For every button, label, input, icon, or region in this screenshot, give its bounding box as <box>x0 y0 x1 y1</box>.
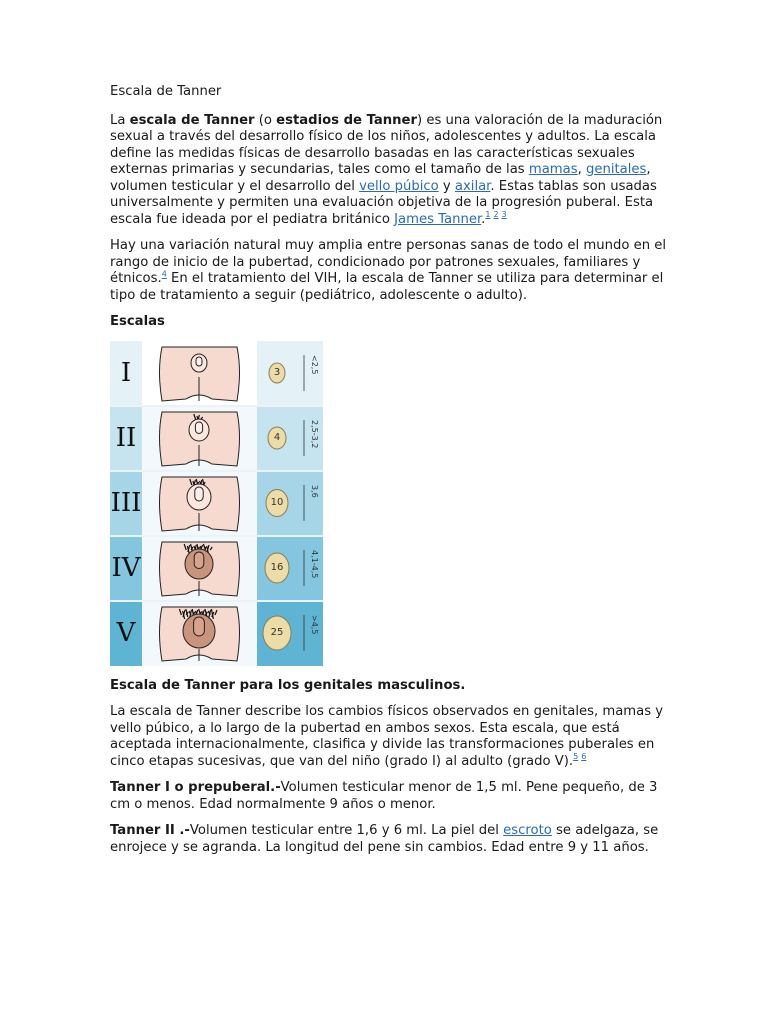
bold-term: escala de Tanner <box>129 112 255 128</box>
page-title: Escala de Tanner <box>110 84 222 99</box>
genital-illustration <box>142 341 257 406</box>
illustration-svg <box>142 536 257 601</box>
tanner-ii-paragraph <box>110 823 670 856</box>
genital-illustration <box>142 536 257 601</box>
tanner-stage-5 <box>110 601 323 666</box>
volume-label: 4 <box>273 431 281 443</box>
link-escroto[interactable]: escroto <box>503 823 552 838</box>
volume-label: 25 <box>270 626 284 638</box>
bold-term: estadios de Tanner <box>276 112 418 128</box>
volume-label: 10 <box>270 496 284 508</box>
measure-panel <box>257 536 323 601</box>
text: . <box>481 211 486 227</box>
section-heading: Escalas <box>110 314 165 329</box>
illustration-svg <box>142 341 257 406</box>
text: La <box>110 112 130 128</box>
stage-numeral: IV <box>111 552 141 583</box>
penis-shape <box>195 422 202 434</box>
link-genitales[interactable]: genitales <box>586 162 647 177</box>
link-axilar[interactable]: axilar <box>454 178 491 194</box>
reference-link[interactable]: 6 <box>581 752 587 762</box>
tanner-stage-1 <box>110 341 323 406</box>
stage-divider <box>110 535 323 537</box>
penis-shape <box>196 357 202 366</box>
stage-numeral: I <box>120 357 132 388</box>
stage-numeral: II <box>115 422 137 453</box>
reference-link[interactable]: 2 <box>493 210 499 220</box>
stage-label: Tanner II .- <box>110 823 190 838</box>
length-label: 3,6 <box>310 484 319 498</box>
penis-shape <box>195 487 203 501</box>
measure-panel <box>257 471 323 536</box>
text: se adelgaza, se enrojece y se agranda. La longitud del pene sin cambios. Edad entre 9 y 11 años. <box>110 823 659 855</box>
volume-label: 16 <box>270 561 284 573</box>
text: La escala de Tanner describe los cambios físicos observados en genitales, mamas y vello púbico, a lo largo de la pubertad en ambos sexos. Esta escala, que está aceptada internacionalmente, clasifica y divide las transformaciones puberales en cinco etapas sucesivas, que van del niño (grado I) al adulto (grado V). <box>110 704 664 769</box>
illustration-svg <box>142 406 257 471</box>
stage-divider <box>110 405 323 407</box>
illustration-svg <box>142 601 257 666</box>
measure-panel <box>257 406 323 471</box>
text: Volumen testicular entre 1,6 y 6 ml. La piel del <box>189 823 504 838</box>
figure-caption: Escala de Tanner para los genitales masculinos. <box>110 677 466 693</box>
link-mamas[interactable]: mamas <box>528 162 578 177</box>
stage-divider <box>110 600 323 602</box>
text: En el tratamiento del VIH, la escala de Tanner se utiliza para determinar el tipo de tratamiento a seguir (pediátrico, adolescente o adulto). <box>110 271 664 303</box>
length-label: 4,1-4,5 <box>310 549 319 578</box>
text: Hay una variación natural muy amplia entre personas sanas de todo el mundo en el rango de inicio de la pubertad, condicionado por patrones sexuales, familiares y étnicos. <box>110 238 667 286</box>
text: , <box>577 162 586 177</box>
link-james-tanner[interactable]: James Tanner <box>394 211 482 227</box>
tanner-scale-figure <box>110 341 323 666</box>
stage-numeral: III <box>110 487 142 518</box>
genital-illustration <box>142 471 257 536</box>
reference-link[interactable]: 3 <box>501 210 507 220</box>
stage-label: Tanner I o prepuberal.- <box>110 780 281 795</box>
text: y <box>438 178 455 194</box>
reference-link[interactable]: 4 <box>161 269 167 279</box>
link-vello-pubico[interactable]: vello púbico <box>359 178 439 194</box>
length-label: >4,5 <box>310 614 319 634</box>
description-paragraph <box>110 704 670 770</box>
tanner-i-paragraph <box>110 780 670 813</box>
intro-paragraph <box>110 113 670 229</box>
length-label: <2,5 <box>310 354 319 374</box>
reference-marks <box>485 210 509 219</box>
tanner-stage-4 <box>110 536 323 601</box>
document-page <box>110 84 670 866</box>
length-label: 2,5-3,2 <box>310 419 319 448</box>
text: (o <box>254 112 277 128</box>
measure-panel <box>257 341 323 406</box>
text: , volumen testicular y el desarrollo del <box>110 162 651 194</box>
penis-shape <box>194 552 204 569</box>
text: . Estas tablas son usadas universalmente y permiten una evaluación objetiva de la progresión puberal. Esta escala fue ideada por el pediatra británico <box>110 178 657 227</box>
variation-paragraph <box>110 238 670 304</box>
measure-panel <box>257 601 323 666</box>
text: Volumen testicular menor de 1,5 ml. Pene pequeño, de 3 cm o menos. Edad normalmente 9 años o menor. <box>110 780 658 812</box>
genital-illustration <box>142 601 257 666</box>
text: ) es una valoración de la maduración sexual a través del desarrollo físico de los niños, adolescentes y adultos. La escala define las medidas físicas de desarrollo basadas en las características sexuales externas primarias y secundarias, tales como el tamaño de las <box>110 112 663 177</box>
stage-numeral: V <box>116 617 136 648</box>
stage-divider <box>110 470 323 472</box>
illustration-svg <box>142 471 257 536</box>
tanner-stage-3 <box>110 471 323 536</box>
reference-marks <box>573 752 589 761</box>
penis-shape <box>194 617 205 636</box>
reference-link[interactable]: 1 <box>485 210 491 220</box>
tanner-stage-2 <box>110 406 323 471</box>
reference-link[interactable]: 5 <box>573 752 579 762</box>
volume-label: 3 <box>273 366 281 378</box>
genital-illustration <box>142 406 257 471</box>
